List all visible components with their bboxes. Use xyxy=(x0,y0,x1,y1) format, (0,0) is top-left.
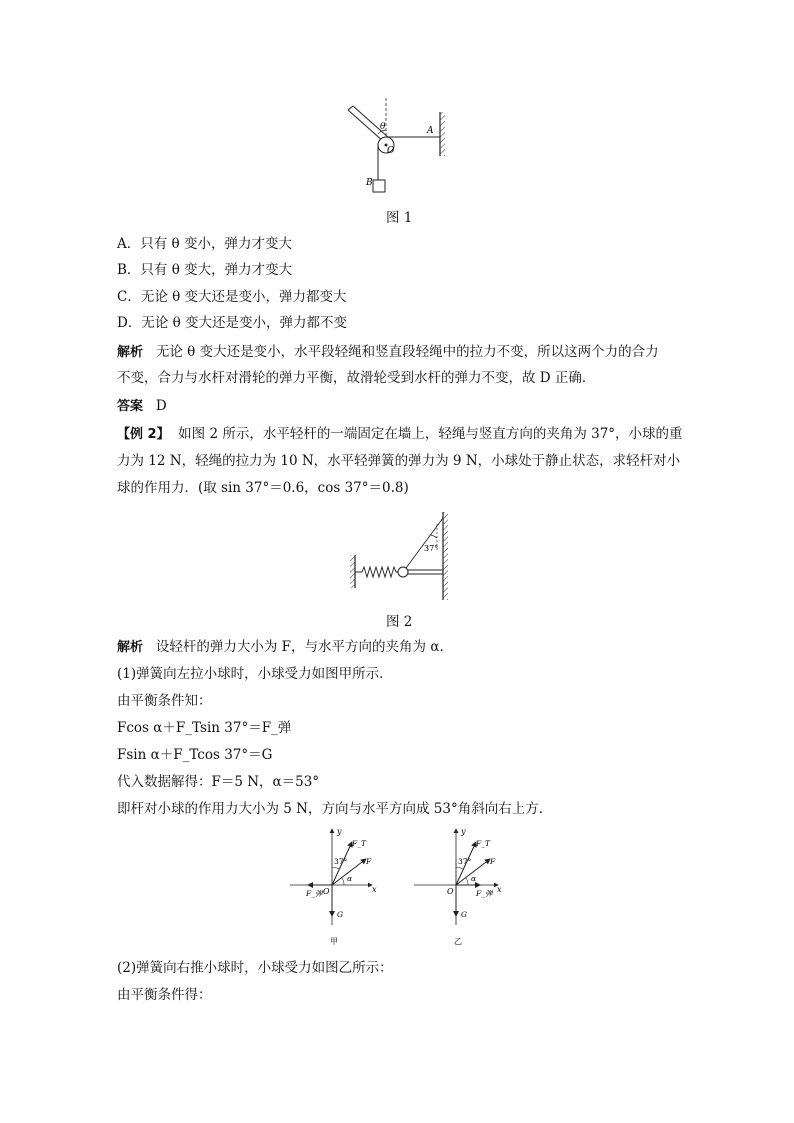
force-diagram-jia xyxy=(290,827,377,946)
svg-text:F_弹: F_弹 xyxy=(476,889,493,898)
equation-1: Fcos α＋F_Tsin 37°＝F_弹 xyxy=(117,720,292,736)
answer-value: D xyxy=(155,398,167,414)
solution-case-1: (1)弹簧向左拉小球时，小球受力如图甲所示． xyxy=(117,666,393,682)
example-2-line-2: 力为 12 N，轻绳的拉力为 10 N，水平轻弹簧的弹力为 9 N，小球处于静止状态，求轻杆对小 xyxy=(117,453,681,469)
example-2-line-3: 球的作用力．(取 sin 37°＝0.6，cos 37°＝0.8) xyxy=(117,480,409,496)
label-b: B xyxy=(366,178,373,188)
answer-1 xyxy=(117,396,167,417)
solution-label: 解析 xyxy=(117,640,144,655)
option-d: D．无论 θ 变大还是变小，弹力都不变 xyxy=(117,315,348,331)
svg-text:F: F xyxy=(490,857,496,866)
analysis-1-line-1 xyxy=(117,342,659,363)
solution-condition-2: 由平衡条件得： xyxy=(117,987,212,1003)
label-o: O xyxy=(387,146,395,156)
answer-label: 答案 xyxy=(117,399,144,414)
caption-yi: 乙 xyxy=(454,937,462,946)
caption-jia: 甲 xyxy=(330,937,338,946)
inclined-rod xyxy=(348,110,384,142)
figure-2-caption: 图 2 xyxy=(386,614,413,630)
weight-b xyxy=(373,180,385,192)
option-a: A．只有 θ 变小，弹力才变大 xyxy=(117,236,292,252)
svg-text:O: O xyxy=(323,887,330,896)
analysis-label: 解析 xyxy=(117,345,144,360)
solution-intro-text: 设轻杆的弹力大小为 F，与水平方向的夹角为 α. xyxy=(155,639,444,655)
svg-text:y: y xyxy=(461,827,466,836)
svg-text:y: y xyxy=(337,827,342,836)
example-2-tag: 【例 2】 xyxy=(117,427,170,442)
option-c: C．无论 θ 变大还是变小，弹力都变大 xyxy=(117,289,347,305)
rope xyxy=(406,518,443,568)
solution-condition-1: 由平衡条件知： xyxy=(117,693,212,709)
angle-37-label: 37° xyxy=(424,544,439,553)
spring xyxy=(355,567,398,577)
label-a: A xyxy=(427,126,434,136)
svg-text:G: G xyxy=(461,910,467,919)
force-diagrams xyxy=(0,822,794,952)
equation-2: Fsin α＋F_Tcos 37°＝G xyxy=(117,747,273,763)
svg-text:α: α xyxy=(347,874,353,883)
svg-text:37°: 37° xyxy=(458,857,472,866)
svg-text:O: O xyxy=(447,887,454,896)
example-2-text-1: 如图 2 所示，水平轻杆的一端固定在墙上，轻绳与竖直方向的夹角为 37°，小球的重 xyxy=(178,426,683,442)
svg-text:F_弹: F_弹 xyxy=(306,889,323,898)
solution-case-2: (2)弹簧向右推小球时，小球受力如图乙所示： xyxy=(117,960,393,976)
solution-intro xyxy=(117,637,444,658)
solution-result: 代入数据解得：F＝5 N，α＝53° xyxy=(117,774,320,790)
svg-text:37°: 37° xyxy=(334,857,348,866)
option-b: B．只有 θ 变大，弹力才变大 xyxy=(117,262,293,278)
theta-label: θ xyxy=(380,122,386,132)
analysis-1-line-2: 不变，合力与水杆对滑轮的弹力平衡，故滑轮受到水杆的弹力不变，故 D 正确． xyxy=(117,370,596,386)
svg-text:G: G xyxy=(337,910,343,919)
analysis-1-text-1: 无论 θ 变大还是变小，水平段轻绳和竖直段轻绳中的拉力不变，所以这两个力的合力 xyxy=(155,344,659,360)
svg-text:x: x xyxy=(372,885,377,894)
svg-text:F_T: F_T xyxy=(476,839,490,848)
svg-text:F_T: F_T xyxy=(352,839,366,848)
example-2-line-1 xyxy=(117,424,683,445)
svg-text:x: x xyxy=(497,885,502,894)
svg-text:α: α xyxy=(471,874,477,883)
ball xyxy=(398,567,408,577)
solution-conclusion: 即杆对小球的作用力大小为 5 N，方向与水平方向成 53°角斜向右上方． xyxy=(117,801,553,817)
figure-2-spring-diagram xyxy=(0,508,794,608)
figure-1-caption: 图 1 xyxy=(386,210,413,226)
force-diagram-yi xyxy=(414,827,502,946)
figure-1-pulley-diagram xyxy=(0,0,794,210)
svg-text:F: F xyxy=(366,857,372,866)
